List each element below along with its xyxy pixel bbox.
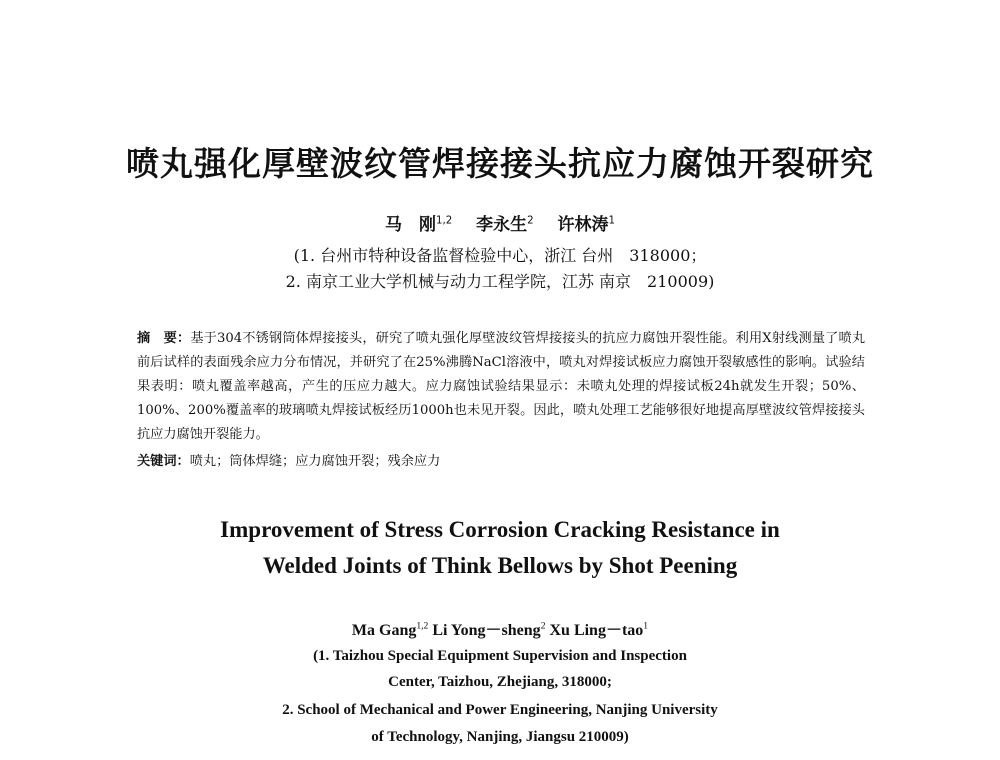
abstract-text: 基于304不锈钢筒体焊接接头，研究了喷丸强化厚壁波纹管焊接接头的抗应力腐蚀开裂性能。利用X射线测量了喷丸前后试样的表面残余应力分布情况，并研究了在25%沸腾NaCl溶液中，喷丸对焊接试板应力腐蚀开裂敏感性的影响。试验结果表明：喷丸覆盖率越高，产生的压应力越大。应力腐蚀试验结果显示：未喷丸处理的焊接试板24h就发生开裂；50%、100%、200%覆盖率的玻璃喷丸焊接试板经历1000h也未见开裂。因此，喷丸处理工艺能够很好地提高厚壁波纹管焊接接头抗应力腐蚀开裂能力。 <box>137 331 866 442</box>
english-author-1: Ma Gang$^{1,2}$ <box>351 620 429 639</box>
author-3: 许林涛$^1$ <box>557 215 615 235</box>
author-2: 李永生$^2$ <box>476 215 534 235</box>
chinese-abstract <box>137 327 865 447</box>
chinese-authors <box>0 210 1000 235</box>
chinese-affiliation-1: (1. 台州市特种设备监督检验中心，浙江 台州 318000； <box>293 246 707 265</box>
english-author-3: Xu Ling－tao$^1$ <box>549 620 649 639</box>
chinese-title: 喷丸强化厚壁波纹管焊接接头抗应力腐蚀开裂研究 <box>126 144 874 183</box>
chinese-keywords <box>137 450 865 474</box>
english-affiliation-1: (1. Taizhou Special Equipment Supervision and Inspection <box>313 648 687 664</box>
keywords-text: 喷丸；筒体焊缝；应力腐蚀开裂；残余应力 <box>189 454 441 469</box>
abstract-label: 摘 要： <box>137 331 191 346</box>
english-author-2: Li Yong－sheng$^2$ <box>432 620 546 639</box>
english-affiliation-2: Center, Taizhou, Zhejiang, 318000; <box>388 674 612 690</box>
english-authors <box>0 617 1000 640</box>
english-title-line-1: Improvement of Stress Corrosion Cracking Resistance in <box>220 517 780 542</box>
english-title-line-2: Welded Joints of Think Bellows by Shot Peening <box>262 553 738 578</box>
english-affiliation-3: 2. School of Mechanical and Power Engineering, Nanjing University <box>282 702 718 718</box>
author-1: 马 刚$^{1,2}$ <box>384 215 453 235</box>
chinese-affiliation-2: 2. 南京工业大学机械与动力工程学院，江苏 南京 210009) <box>285 272 715 291</box>
english-affiliation-4: of Technology, Nanjing, Jiangsu 210009) <box>371 729 629 745</box>
keywords-label: 关键词： <box>137 454 190 469</box>
